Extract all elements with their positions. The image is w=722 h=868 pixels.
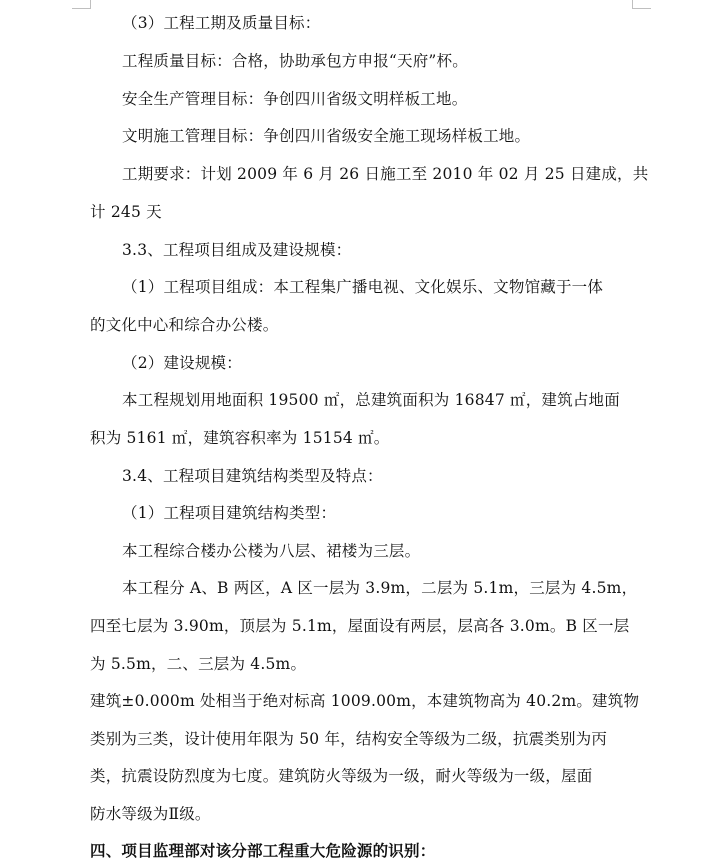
text-line: 四至七层为 3.90m，顶层为 5.1m，屋面设有两层，层高各 3.0m。B 区一层	[90, 617, 630, 635]
page-corner-mark-left	[72, 0, 91, 9]
text-line: 本工程分 A、B 两区，A 区一层为 3.9m，二层为 5.1m，三层为 4.5m，	[122, 579, 638, 597]
text-line: （1）工程项目建筑结构类型：	[122, 504, 337, 522]
text-line: 的文化中心和综合办公楼。	[90, 316, 279, 334]
text-line: （1）工程项目组成：本工程集广播电视、文化娱乐、文物馆藏于一体	[122, 278, 604, 296]
text-line: 文明施工管理目标：争创四川省级安全施工现场样板工地。	[122, 127, 531, 145]
section-heading: 3.3、工程项目组成及建设规模：	[122, 241, 352, 259]
text-line: 积为 5161 ㎡，建筑容积率为 15154 ㎡。	[90, 429, 390, 447]
text-line: 类别为三类，设计使用年限为 50 年，结构安全等级为二级，抗震类别为丙	[90, 730, 608, 748]
text-line: （3）工程工期及质量目标：	[122, 14, 321, 32]
text-line: 类，抗震设防烈度为七度。建筑防火等级为一级，耐火等级为一级，屋面	[90, 767, 593, 785]
text-line: 本工程规划用地面积 19500 ㎡，总建筑面积为 16847 ㎡，建筑占地面	[122, 391, 620, 409]
text-line: 工期要求：计划 2009 年 6 月 26 日施工至 2010 年 02 月 25 日建成，共	[122, 165, 649, 183]
page-corner-mark-right	[632, 0, 651, 9]
text-line: 防水等级为Ⅱ级。	[90, 805, 211, 823]
text-line: （2）建设规模：	[122, 354, 242, 372]
text-line: 为 5.5m，二、三层为 4.5m。	[90, 655, 307, 673]
chapter-heading: 四、项目监理部对该分部工程重大危险源的识别：	[90, 841, 436, 860]
text-line: 建筑±0.000m 处相当于绝对标高 1009.00m，本建筑物高为 40.2m。建筑物	[90, 692, 640, 710]
section-heading: 3.4、工程项目建筑结构类型及特点：	[122, 467, 383, 485]
text-line: 工程质量目标：合格，协助承包方申报“天府”杯。	[122, 52, 468, 70]
text-line: 安全生产管理目标：争创四川省级文明样板工地。	[122, 90, 468, 108]
text-line: 本工程综合楼办公楼为八层、裙楼为三层。	[122, 542, 421, 560]
text-line: 计 245 天	[90, 203, 162, 221]
